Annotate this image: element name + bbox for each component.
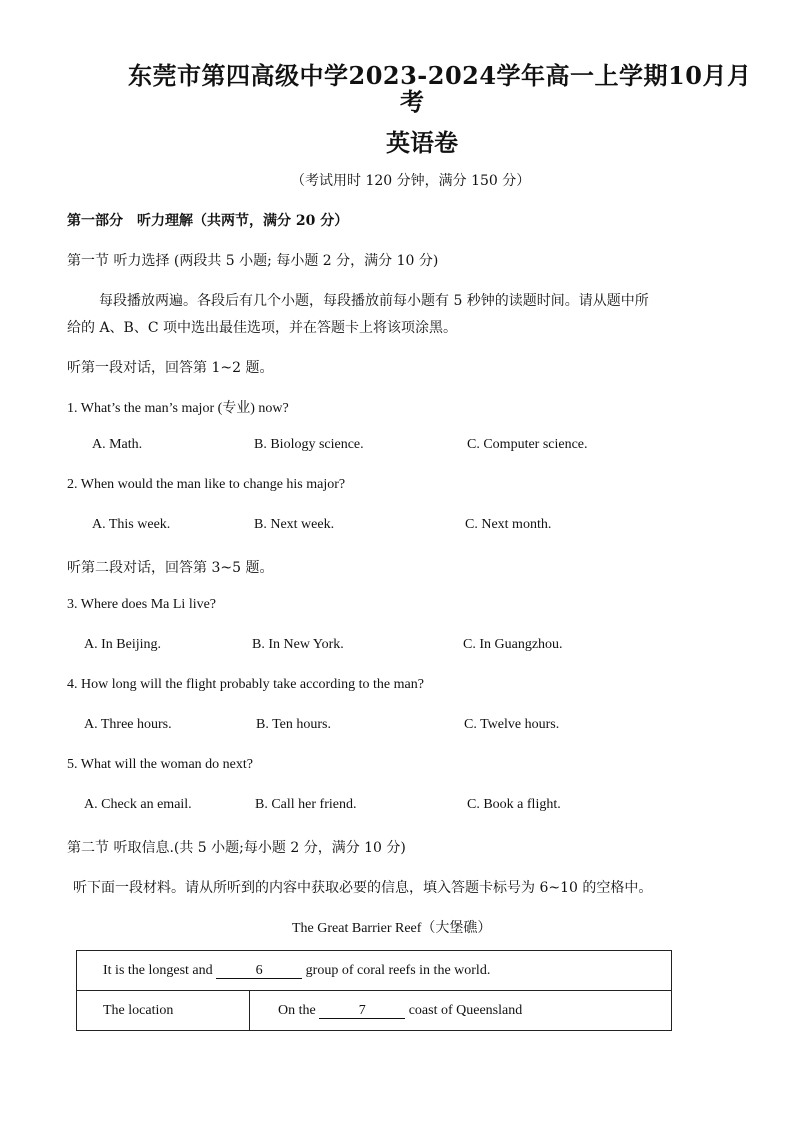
question-4-option-c: C. Twelve hours. — [464, 717, 560, 732]
question-3-option-b: B. In New York. — [252, 637, 344, 652]
material-title: The Great Barrier Reef（大堡礁） — [292, 921, 492, 936]
table-cell — [77, 951, 672, 991]
question-2-option-c: C. Next month. — [465, 517, 552, 532]
question-5-option-b: B. Call her friend. — [255, 797, 357, 812]
section2-instruction: 听下面一段材料。请从所听到的内容中获取必要的信息，填入答题卡标号为 6~10 的空格中。 — [73, 880, 653, 896]
question-1-option-b: B. Biology science. — [254, 437, 364, 452]
question-5-option-a: A. Check an email. — [84, 797, 192, 812]
question-4-option-b: B. Ten hours. — [256, 717, 331, 732]
answer-blank-6[interactable]: 6 — [216, 964, 302, 979]
row2-label: The location — [103, 1002, 174, 1018]
section2-heading: 第二节 听取信息.(共 5 小题;每小题 2 分，满分 10 分) — [67, 840, 406, 856]
question-4-option-a: A. Three hours. — [84, 717, 172, 732]
row2-label-cell — [77, 991, 250, 1031]
answer-blank-7[interactable]: 7 — [319, 1004, 405, 1019]
row1-text-after: group of coral reefs in the world. — [302, 962, 491, 978]
table-row — [77, 951, 672, 991]
section1-instruction-line1: 每段播放两遍。各段后有几个小题，每段播放前每小题有 5 秒钟的读题时间。请从题中所 — [99, 293, 649, 309]
question-3-stem: 3. Where does Ma Li live? — [67, 597, 217, 612]
question-3-option-c: C. In Guangzhou. — [463, 637, 563, 652]
section1-heading: 第一节 听力选择 (两段共 5 小题; 每小题 2 分，满分 10 分) — [67, 253, 439, 269]
exam-subtitle: 英语卷 — [386, 128, 458, 157]
row2-text-after: coast of Queensland — [405, 1002, 523, 1018]
table-row — [77, 991, 672, 1031]
question-4-stem: 4. How long will the flight probably take according to the man? — [67, 677, 424, 692]
question-2-stem: 2. When would the man like to change his major? — [67, 477, 346, 492]
exam-info: （考试用时 120 分钟，满分 150 分） — [291, 173, 531, 189]
question-1-stem: 1. What’s the man’s major (专业) now? — [67, 401, 289, 416]
dialogue2-prompt: 听第二段对话，回答第 3~5 题。 — [67, 560, 274, 576]
question-1-option-c: C. Computer science. — [467, 437, 588, 452]
question-5-option-c: C. Book a flight. — [467, 797, 561, 812]
section1-instruction-line2: 给的 A、B、C 项中选出最佳选项，并在答题卡上将该项涂黑。 — [67, 320, 458, 336]
question-2-option-b: B. Next week. — [254, 517, 335, 532]
part1-heading: 第一部分 听力理解（共两节，满分 20 分） — [67, 213, 349, 229]
row1-text-before: It is the longest and — [103, 962, 217, 978]
question-5-stem: 5. What will the woman do next? — [67, 757, 253, 772]
question-2-option-a: A. This week. — [92, 517, 171, 532]
exam-title-line2: 考 — [400, 87, 425, 116]
dialogue1-prompt: 听第一段对话，回答第 1~2 题。 — [67, 360, 274, 376]
exam-title-line1: 东莞市第四高级中学2023-2024学年高一上学期10月月 — [128, 61, 752, 90]
question-1-option-a: A. Math. — [92, 437, 143, 452]
row2-value-cell — [250, 991, 672, 1031]
question-3-option-a: A. In Beijing. — [84, 637, 161, 652]
reef-info-table — [76, 950, 672, 1031]
row2-text-before: On the — [278, 1002, 320, 1018]
